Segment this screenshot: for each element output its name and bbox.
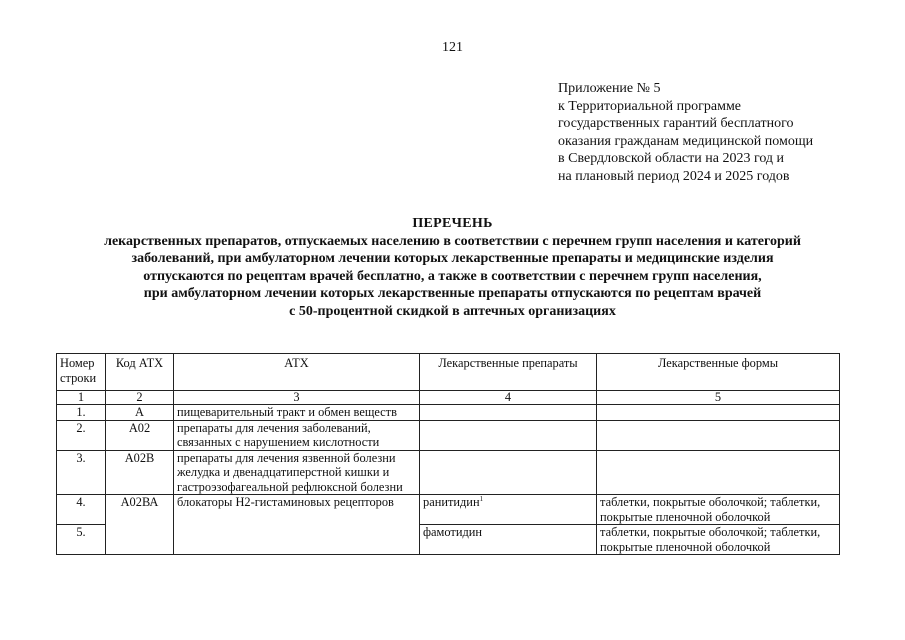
dosage-forms: таблетки, покрытые оболочкой; таблетки, покрытые пленочной оболочкой [597, 525, 840, 555]
atc-code: А02В [106, 450, 174, 495]
column-number-row [57, 391, 840, 405]
drug-name: фамотидин [420, 525, 597, 555]
table-row [57, 450, 840, 495]
heading-line: отпускаются по рецептам врачей бесплатно, а также в соответствии с перечнем групп населения, [143, 268, 762, 284]
header-forms: Лекарственные формы [597, 354, 840, 391]
heading-line: с 50-процентной скидкой в аптечных организациях [289, 303, 616, 319]
atc-code: А02ВА [106, 495, 174, 555]
dosage-forms [597, 450, 840, 495]
row-number: 2. [57, 420, 106, 450]
atc-name: препараты для лечения язвенной болезни желудка и двенадцатиперстной кишки и гастроэзофагеальной рефлюксной болезни [174, 450, 420, 495]
appendix-line: оказания гражданам медицинской помощи [558, 133, 814, 149]
appendix-line: государственных гарантий бесплатного [558, 116, 794, 132]
column-number: 5 [597, 391, 840, 405]
drug-name [420, 450, 597, 495]
dosage-forms [597, 405, 840, 421]
document-heading [0, 215, 905, 320]
appendix-line: Приложение № 5 [558, 81, 661, 96]
column-number: 4 [420, 391, 597, 405]
header-atc-code: Код АТХ [106, 354, 174, 391]
footnote-mark: 1 [479, 494, 484, 503]
heading-title: ПЕРЕЧЕНЬ [412, 216, 493, 231]
drug-name-text: ранитидин [423, 495, 480, 509]
drug-name [420, 495, 597, 525]
column-number: 1 [57, 391, 106, 405]
atc-name: пищеварительный тракт и обмен веществ [174, 405, 420, 421]
atc-name: блокаторы Н2-гистаминовых рецепторов [174, 495, 420, 555]
appendix-line: к Территориальной программе [558, 98, 742, 114]
appendix-line: на плановый период 2024 и 2025 годов [558, 168, 790, 184]
heading-line: при амбулаторном лечении которых лекарственные препараты отпускаются по рецептам врачей [143, 286, 762, 301]
appendix-line: в Свердловской области на 2023 год и [558, 151, 785, 167]
drug-name [420, 405, 597, 421]
table-row [57, 405, 840, 421]
heading-line: лекарственных препаратов, отпускаемых населению в соответствии с перечнем групп населения и категорий [104, 233, 801, 249]
dosage-forms: таблетки, покрытые оболочкой; таблетки, покрытые пленочной оболочкой [597, 495, 840, 525]
column-number: 2 [106, 391, 174, 405]
column-number: 3 [174, 391, 420, 405]
row-number: 4. [57, 495, 106, 525]
table-row [57, 495, 840, 525]
header-drugs: Лекарственные препараты [420, 354, 597, 391]
drug-name [420, 420, 597, 450]
header-row-number: Номер строки [57, 354, 106, 391]
row-number: 5. [57, 525, 106, 555]
appendix-note [558, 80, 813, 186]
atc-code: А02 [106, 420, 174, 450]
table-header-row [57, 354, 840, 391]
page-number: 121 [442, 40, 463, 55]
drug-list-table [56, 353, 840, 555]
header-atc: АТХ [174, 354, 420, 391]
atc-name: препараты для лечения заболеваний, связанных с нарушением кислотности [174, 420, 420, 450]
atc-code: А [106, 405, 174, 421]
dosage-forms [597, 420, 840, 450]
table-row [57, 420, 840, 450]
row-number: 3. [57, 450, 106, 495]
heading-line: заболеваний, при амбулаторном лечении которых лекарственные препараты и медицинские изделия [131, 251, 774, 266]
row-number: 1. [57, 405, 106, 421]
